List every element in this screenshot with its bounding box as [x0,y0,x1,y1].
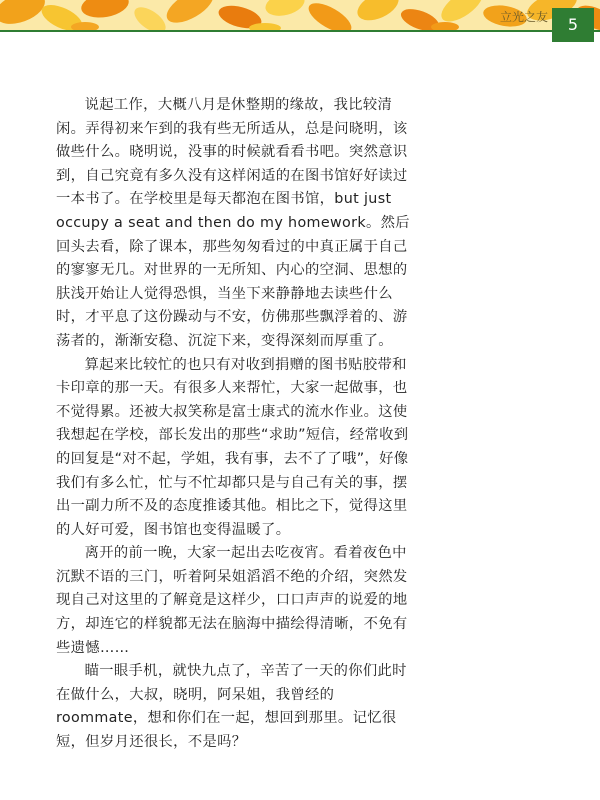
article-paragraph: 说起工作，大概八月是休整期的缘故，我比较清闲。弄得初来乍到的我有些无所适从，总是问晓明，该做些什么。晓明说，没事的时候就看看书吧。突然意识到，自己究竟有多久没有这样闲适的在图书馆好好读过一本书了。在学校里是每天都泡在图书馆，but just occupy a seat and then do my homework。然后回头去看，除了课本，那些匆匆看过的中真正属于自己的寥寥无几。对世界的一无所知、内心的空洞、思想的肤浅开始让人觉得恐惧，当坐下来静静地去读些什么时，才平息了这份躁动与不安，仿佛那些飘浮着的、游荡者的，渐渐安稳、沉淀下来，变得深刻而厚重了。 [56,97,410,349]
header-rule [0,30,600,32]
journal-name: 立光之友 [499,10,548,24]
page-number: 5 [552,8,594,42]
article-paragraph: 离开的前一晚，大家一起出去吃夜宵。看着夜色中沉默不语的三门，听着阿呆姐滔滔不绝的介绍，突然发现自己对这里的了解竟是这样少，口口声声的说爱的地方，却连它的样貌都无法在脑海中描绘得清晰，不免有些遗憾…… [56,545,408,656]
article-body [56,94,418,755]
article-paragraph: 算起来比较忙的也只有对收到捐赠的图书贴胶带和卡印章的那一天。有很多人来帮忙，大家一起做事，也不觉得累。还被大叔笑称是富士康式的流水作业。这使我想起在学校，部长发出的那些“求助”短信，经常收到的回复是“对不起，学姐，我有事，去不了了哦”，好像我们有多么忙，忙与不忙却都只是与自己有关的事，摆出一副力所不及的态度推诿其他。相比之下，觉得这里的人好可爱，图书馆也变得温暖了。 [56,356,409,538]
article-paragraph: 瞄一眼手机，就快九点了，辛苦了一天的你们此时在做什么，大叔，晓明，阿呆姐，我曾经的roommate，想和你们在一起，想回到那里。记忆很短，但岁月还很长，不是吗？ [56,663,407,751]
